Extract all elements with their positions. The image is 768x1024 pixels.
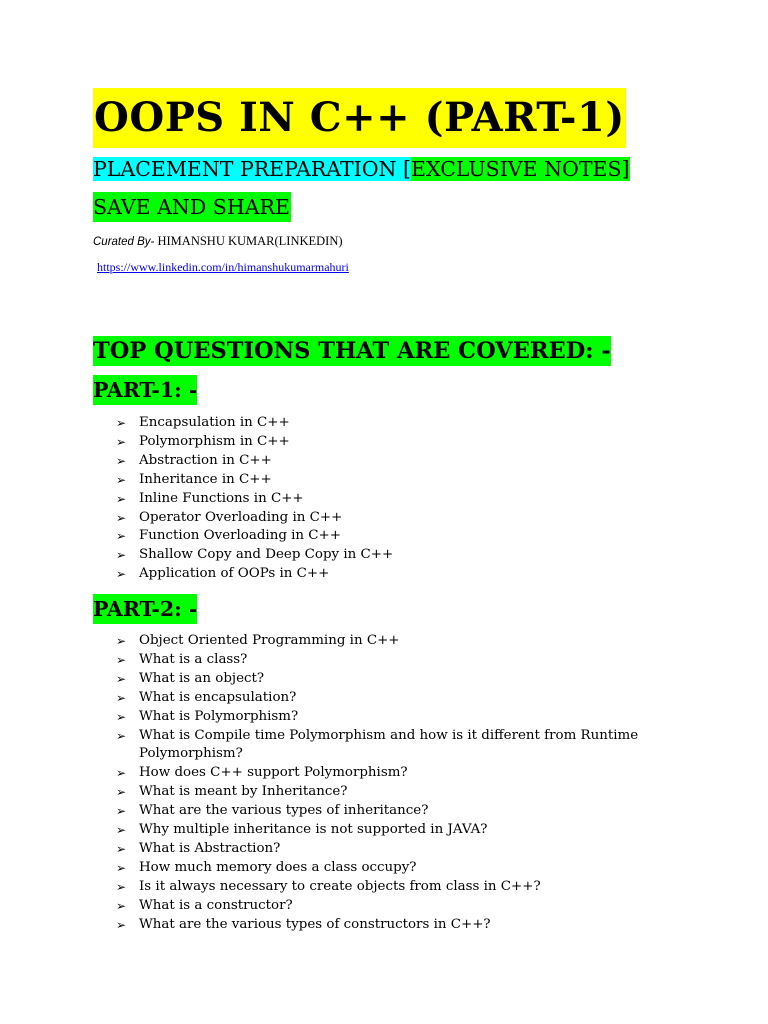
list-item [116,783,676,802]
subtitle-exclusive-notes: EXCLUSIVE NOTES] [411,157,630,181]
list-item [116,546,676,565]
arrow-bullet-icon: ➢ [116,804,127,819]
list-item-text: What is Compile time Polymorphism and how is it different from Runtime Polymorphism? [139,727,639,762]
linkedin-link[interactable]: https://www.linkedin.com/in/himanshukumarmahuri [97,260,349,274]
part2-heading: PART-2: - [93,594,197,624]
arrow-bullet-icon: ➢ [116,472,127,487]
arrow-bullet-icon: ➢ [116,652,127,667]
arrow-bullet-icon: ➢ [116,917,127,932]
document-subtitle [93,154,630,184]
arrow-bullet-icon: ➢ [116,548,127,563]
list-item-text: Inline Functions in C++ [139,490,304,506]
arrow-bullet-icon: ➢ [116,860,127,875]
list-item [116,490,676,509]
list-item-text: Operator Overloading in C++ [139,509,343,525]
list-item-text: What is a constructor? [139,897,293,913]
arrow-bullet-icon: ➢ [116,879,127,894]
list-item [116,670,676,689]
arrow-bullet-icon: ➢ [116,567,127,582]
list-item [116,651,676,670]
list-item-text: Why multiple inheritance is not supported in JAVA? [139,822,488,838]
arrow-bullet-icon: ➢ [116,434,127,449]
list-item-text: Application of OOPs in C++ [139,566,330,582]
arrow-bullet-icon: ➢ [116,841,127,856]
list-item [116,859,676,878]
document-title: OOPS IN C++ (PART-1) [93,88,626,148]
list-item-text: What is Polymorphism? [139,708,299,724]
list-item-text: Is it always necessary to create objects from class in C++? [139,878,541,894]
list-item-text: What is encapsulation? [139,689,297,705]
curated-by-name: HIMANSHU KUMAR(LINKEDIN) [154,234,343,248]
list-item-text: What is meant by Inheritance? [139,784,348,800]
save-and-share-text: SAVE AND SHARE [93,192,291,222]
list-item [116,821,676,840]
curated-by-label: Curated By- [93,236,155,248]
list-item [116,878,676,897]
list-item [116,689,676,708]
list-item-text: Abstraction in C++ [139,452,272,468]
arrow-bullet-icon: ➢ [116,898,127,913]
list-item [116,471,676,490]
arrow-bullet-icon: ➢ [116,529,127,544]
list-item [116,727,676,765]
list-item [116,452,676,471]
list-item [116,916,676,935]
arrow-bullet-icon: ➢ [116,785,127,800]
subtitle-placement-text: PLACEMENT PREPARATION [ [93,157,412,181]
arrow-bullet-icon: ➢ [116,491,127,506]
list-item-text: Function Overloading in C++ [139,528,341,544]
arrow-bullet-icon: ➢ [116,728,127,743]
list-item [116,527,676,546]
list-item-text: What is an object? [139,670,265,686]
list-item-text: How much memory does a class occupy? [139,859,417,875]
list-item-text: Polymorphism in C++ [139,433,290,449]
arrow-bullet-icon: ➢ [116,671,127,686]
list-item [116,565,676,584]
arrow-bullet-icon: ➢ [116,823,127,838]
list-item-text: Encapsulation in C++ [139,415,290,430]
list-item [116,414,676,433]
list-item-text: What are the various types of inheritance? [139,803,429,819]
list-item [116,897,676,916]
arrow-bullet-icon: ➢ [116,766,127,781]
arrow-bullet-icon: ➢ [116,510,127,525]
list-item [116,632,676,651]
arrow-bullet-icon: ➢ [116,634,127,648]
list-item-text: What is Abstraction? [139,840,281,856]
list-item [116,802,676,821]
list-item [116,708,676,727]
part1-question-list [116,414,676,584]
section-heading: TOP QUESTIONS THAT ARE COVERED: - [93,338,611,364]
list-item-text: How does C++ support Polymorphism? [139,765,408,781]
arrow-bullet-icon: ➢ [116,690,127,705]
arrow-bullet-icon: ➢ [116,709,127,724]
list-item-text: Object Oriented Programming in C++ [139,633,400,648]
list-item-text: Shallow Copy and Deep Copy in C++ [139,547,394,563]
list-item [116,433,676,452]
curated-by-line [93,234,343,249]
list-item-text: Inheritance in C++ [139,471,272,487]
part1-heading: PART-1: - [93,375,197,405]
arrow-bullet-icon: ➢ [116,416,127,430]
list-item [116,840,676,859]
list-item [116,509,676,528]
list-item-text: What is a class? [139,651,248,667]
list-item-text: What are the various types of constructors in C++? [139,916,491,932]
part2-question-list [116,632,676,935]
list-item [116,764,676,783]
arrow-bullet-icon: ➢ [116,453,127,468]
